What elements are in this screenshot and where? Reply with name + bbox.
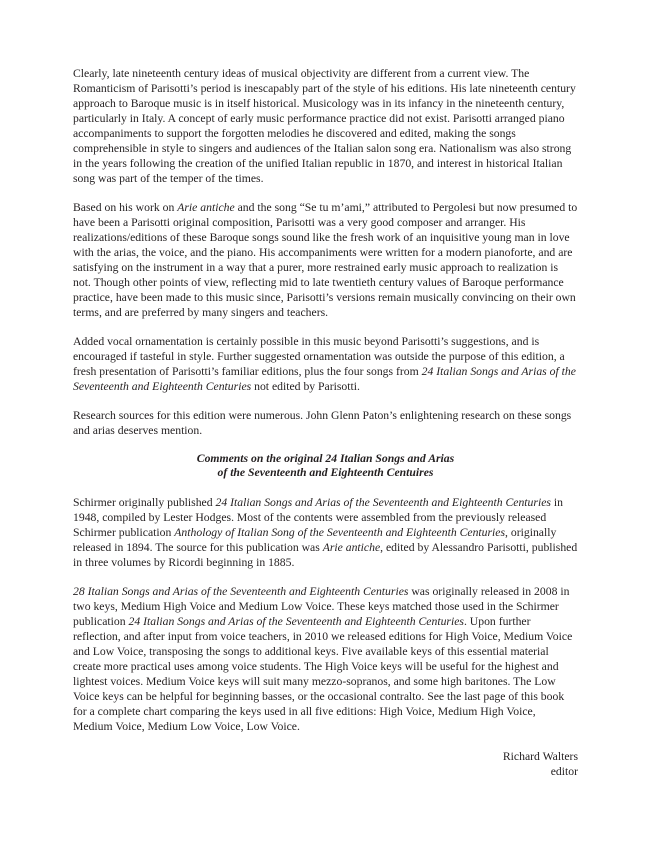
paragraph-5: Schirmer originally published 24 Italian Songs and Arias of the Seventeenth and Eighteenth Centuries in 1948, compiled by Lester Hodges. Most of the contents were assembled from the previously released Schirmer publication Anthology of Italian Song of the Seventeenth and Eighteenth Centuries, originally released in 1894. The source for this publication was Arie antiche, edited by Alessandro Parisotti, published in three volumes by Ricordi beginning in 1885.: [73, 496, 578, 569]
section-heading-line-2: of the Seventeenth and Eighteenth Centuires: [217, 466, 434, 479]
signature-name: Richard Walters: [502, 750, 578, 763]
section-heading-line-1: Comments on the original 24 Italian Songs and Arias: [196, 452, 455, 465]
paragraph-2: Based on his work on Arie antiche and the song “Se tu m’ami,” attributed to Pergolesi but now presumed to have been a Parisotti original composition, Parisotti was a very good composer and arranger. His realizations/editions of these Baroque songs sound like the fresh work of an inquisitive young man in love with the arias, the voice, and the piano. His accompaniments were written for a modern pianoforte, and are satisfying on the instrument in a way that a purer, more restrained early music approach to realization is not. Though other points of view, reflecting mid to late twentieth century values of Baroque performance practice, have been made to this music since, Parisotti’s versions remain musically convincing on their own terms, and are preferred by many singers and teachers.: [73, 201, 578, 319]
paragraph-3: Added vocal ornamentation is certainly possible in this music beyond Parisotti’s suggestions, and is encouraged if tasteful in style. Further suggested ornamentation was outside the purpose of this edition, a fresh presentation of Parisotti’s familiar editions, plus the four songs from 24 Italian Songs and Arias of the Seventeenth and Eighteenth Centuries not edited by Parisotti.: [73, 335, 576, 393]
paragraph-6: 28 Italian Songs and Arias of the Seventeenth and Eighteenth Centuries was originally released in 2008 in two keys, Medium High Voice and Medium Low Voice. These keys matched those used in the Schirmer publication 24 Italian Songs and Arias of the Seventeenth and Eighteenth Centuries. Upon further reflection, and after input from voice teachers, in 2010 we released editions for High Voice, Medium Voice and Low Voice, transposing the songs to additional keys. Five available keys of this essential material create more practical uses among voice students. The High Voice keys will be useful for the highest and lightest voices. Medium Voice keys will suit many mezzo-sopranos, and some high baritones. The Low Voice keys can be helpful for beginning basses, or the occasional contralto. See the last page of this book for a complete chart comparing the keys used in all five editions: High Voice, Medium High Voice, Medium Voice, Medium Low Voice, Low Voice.: [73, 585, 573, 733]
section-heading: [73, 452, 578, 480]
signature-block: [73, 749, 578, 779]
signature-role: editor: [550, 765, 578, 778]
paragraph-4: Research sources for this edition were numerous. John Glenn Paton’s enlightening research on these songs and arias deserves mention.: [73, 409, 572, 437]
preface-text-column: [73, 66, 578, 779]
paragraph-1: Clearly, late nineteenth century ideas of musical objectivity are different from a current view. The Romanticism of Parisotti’s period is inescapably part of the style of his editions. His late nineteenth century approach to Baroque music is in itself historical. Musicology was in its infancy in the nineteenth century, particularly in Italy. A concept of early music performance practice did not exist. Parisotti arranged piano accompaniments to support the forgotten melodies he discovered and edited, making the songs comprehensible in style to singers and audiences of the Italian salon song era. Nationalism was also strong in the years following the creation of the unified Italian republic in 1870, and interest in historical Italian song was part of the temper of the times.: [73, 67, 576, 185]
